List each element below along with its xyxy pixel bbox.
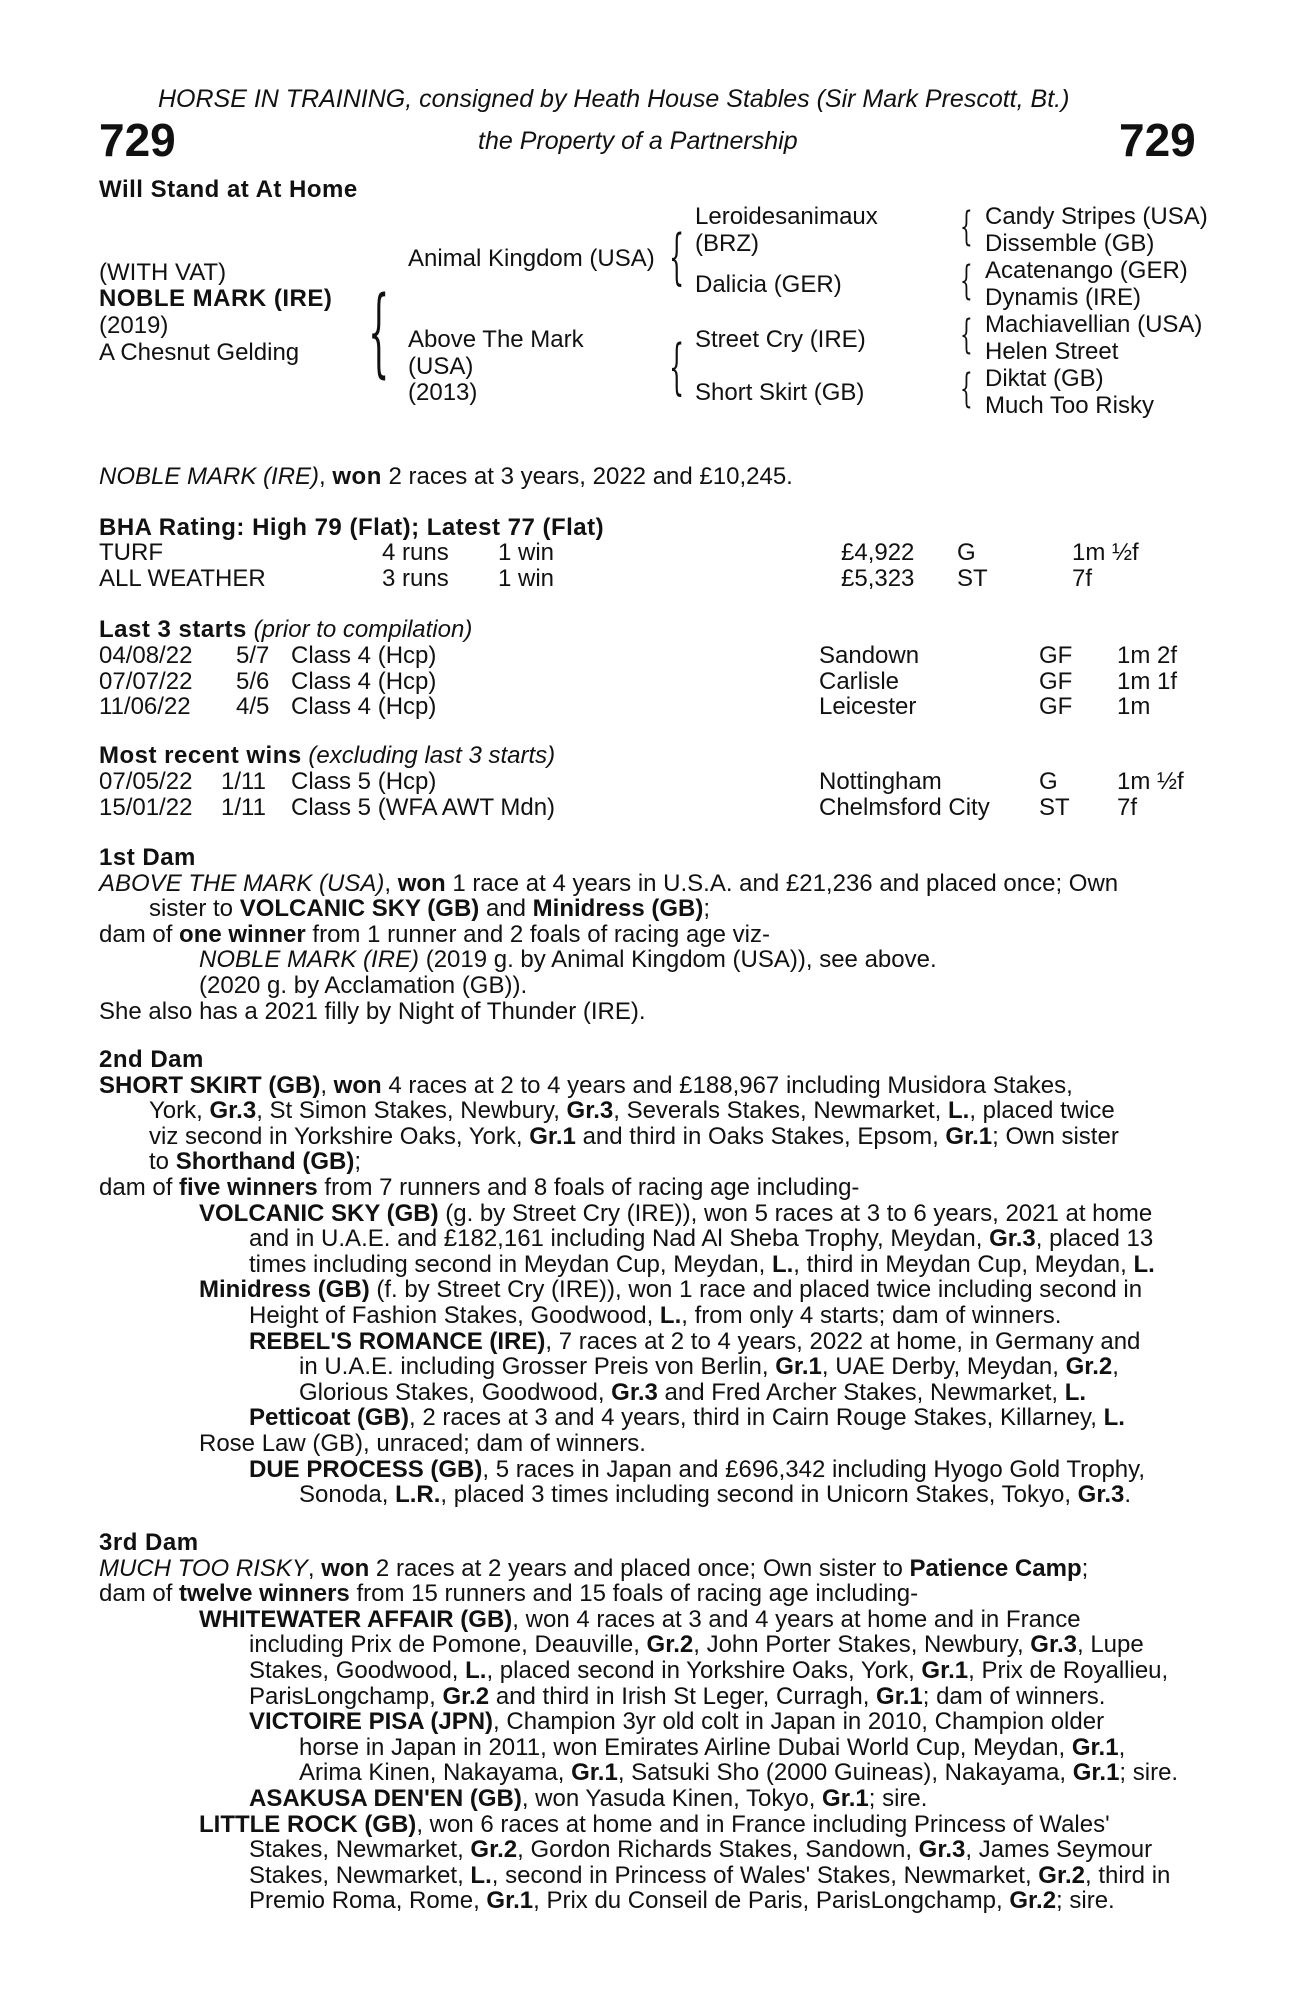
consignment-line: HORSE IN TRAINING, consigned by Heath House Stables (Sir Mark Prescott, Bt.)	[158, 85, 1070, 113]
pedigree-brace: {	[368, 276, 390, 388]
bold-text: Gr.1	[1071, 1733, 1119, 1761]
text-fragment: (f. by Street Cry (IRE)), won 1 race and placed twice including second in	[369, 1276, 1143, 1304]
text-fragment: , won 4 races at 3 and 4 years at home and in France	[512, 1605, 1081, 1633]
pedigree-dam-sire: Street Cry (IRE)	[695, 326, 866, 353]
bold-text: won	[321, 1554, 370, 1582]
bold-text: Gr.2	[470, 1836, 518, 1864]
text-fragment: dam of	[99, 1173, 180, 1201]
pedigree-brace: {	[960, 204, 973, 250]
dam-line	[99, 1658, 1204, 1684]
pedigree-dam-line2: (USA)	[408, 353, 474, 380]
text-fragment: , placed twice	[969, 1097, 1115, 1125]
text-fragment: , Prix de Royallieu,	[968, 1656, 1169, 1684]
text-fragment: and third in Oaks Stakes, Epsom,	[575, 1122, 946, 1150]
text-fragment: in U.A.E. including Grosser Preis von Berlin,	[299, 1353, 776, 1381]
text-fragment: , from only 4 starts; dam of winners.	[681, 1301, 1062, 1329]
dam-line	[99, 1175, 1204, 1201]
dam-line	[99, 1684, 1204, 1710]
section-heading: 2nd Dam	[99, 1046, 204, 1073]
bold-text: VOLCANIC SKY (GB)	[199, 1199, 439, 1227]
bold-text: Gr.2	[646, 1631, 694, 1659]
recent-table	[99, 769, 1184, 820]
recent-heading	[99, 743, 555, 769]
third-dam-section	[99, 1530, 1204, 1914]
start-position: 4/5	[236, 693, 270, 721]
text-fragment: Glorious Stakes, Goodwood,	[299, 1378, 612, 1406]
start-date: 07/07/22	[99, 667, 193, 695]
bold-text: one winner	[179, 920, 306, 948]
dam-line	[99, 1226, 1204, 1252]
text-fragment: and Fred Archer Stakes, Newmarket,	[657, 1378, 1065, 1406]
pedigree-brace: {	[960, 258, 973, 304]
pedigree-g1: Candy Stripes (USA)	[985, 203, 1208, 230]
bold-text: twelve winners	[179, 1580, 350, 1608]
start-course: Leicester	[819, 693, 917, 721]
text-fragment: , won 6 races at home and in France including Princess of Wales'	[416, 1810, 1110, 1838]
bold-text: Gr.3	[989, 1225, 1036, 1253]
pedigree-g4: Dynamis (IRE)	[985, 284, 1142, 311]
start-course: Sandown	[819, 642, 920, 669]
text-fragment: , John Porter Stakes, Newbury,	[693, 1631, 1031, 1659]
text-fragment: Stakes, Goodwood,	[249, 1656, 466, 1684]
win-going: ST	[1039, 793, 1070, 821]
start-row	[99, 643, 1177, 669]
text-fragment: dam of	[99, 1580, 180, 1608]
rating-runs: 3 runs	[382, 564, 449, 592]
text-fragment: dam of	[99, 920, 180, 948]
bold-text: Gr.3	[209, 1097, 257, 1125]
win-row	[99, 795, 1184, 821]
property-line: the Property of a Partnership	[478, 127, 798, 155]
rating-row	[99, 540, 1139, 566]
win-row	[99, 769, 1184, 795]
dam-line	[99, 1812, 1204, 1838]
text-fragment: , placed second in Yorkshire Oaks, York,	[486, 1656, 922, 1684]
bold-text: L.	[771, 1250, 794, 1278]
text-fragment: times including second in Meydan Cup, Meydan,	[249, 1250, 772, 1278]
win-date: 07/05/22	[99, 768, 193, 795]
bold-text: REBEL'S ROMANCE (IRE)	[249, 1327, 546, 1355]
dam-line	[99, 1073, 1204, 1099]
text-fragment: ,	[1118, 1733, 1126, 1761]
bold-text: WHITEWATER AFFAIR (GB)	[199, 1605, 513, 1633]
italic-text: NOBLE MARK (IRE)	[199, 946, 420, 974]
pedigree-sire-sire-line1: Leroidesanimaux	[695, 203, 878, 230]
start-course: Carlisle	[819, 667, 900, 695]
bold-text: L.	[659, 1301, 682, 1329]
win-course: Chelmsford City	[819, 793, 990, 821]
rating-table	[99, 540, 1139, 591]
summary-rest: 2 races at 3 years, 2022 and £10,245.	[381, 463, 793, 490]
pedigree-g5: Machiavellian (USA)	[985, 311, 1203, 338]
text-fragment: , Gordon Richards Stakes, Sandown,	[517, 1836, 919, 1864]
bold-text: DUE PROCESS (GB)	[249, 1455, 483, 1483]
win-class: Class 5 (Hcp)	[291, 768, 437, 795]
win-distance: 7f	[1117, 793, 1138, 821]
bold-text: VICTOIRE PISA (JPN)	[249, 1708, 494, 1736]
rating-prize: £5,323	[841, 564, 915, 592]
pedigree-g2: Dissemble (GB)	[985, 230, 1155, 257]
dam-line	[99, 922, 1204, 948]
text-fragment: Arima Kinen, Nakayama,	[299, 1759, 572, 1787]
horse-description: A Chesnut Gelding	[99, 339, 300, 366]
text-fragment: Premio Roma, Rome,	[249, 1887, 487, 1915]
text-fragment: , Champion 3yr old colt in Japan in 2010, Champion older	[493, 1708, 1105, 1736]
dam-line	[99, 1252, 1204, 1278]
bold-text: L.R.	[395, 1481, 441, 1509]
bold-text: Minidress (GB)	[532, 895, 704, 923]
text-fragment: ;	[354, 1148, 361, 1176]
bold-text: Minidress (GB)	[199, 1276, 370, 1304]
win-class: Class 5 (WFA AWT Mdn)	[291, 793, 556, 821]
bold-text: Gr.2	[442, 1682, 490, 1710]
dam-line	[99, 1735, 1204, 1761]
bold-text: L.	[1064, 1378, 1087, 1406]
bold-text: L.	[1103, 1404, 1125, 1432]
dam-line	[99, 1888, 1204, 1914]
section-heading: 1st Dam	[99, 844, 196, 871]
dam-line	[99, 1380, 1204, 1406]
start-class: Class 4 (Hcp)	[291, 693, 437, 721]
dam-line: Rose Law (GB), unraced; dam of winners.	[199, 1429, 646, 1457]
text-fragment: ; sire.	[1119, 1759, 1179, 1787]
start-going: GF	[1039, 693, 1073, 721]
bold-text: SHORT SKIRT (GB)	[99, 1071, 321, 1099]
bold-text: L.	[948, 1097, 970, 1125]
start-going: GF	[1039, 642, 1073, 669]
rating-row	[99, 566, 1139, 592]
rating-runs: 4 runs	[382, 539, 449, 566]
dam-line	[99, 1482, 1204, 1508]
pedigree-g3: Acatenango (GER)	[985, 257, 1188, 284]
text-fragment: and third in Irish St Leger, Curragh,	[489, 1682, 877, 1710]
pedigree-dam-line3: (2013)	[408, 379, 478, 406]
text-fragment: 4 races at 2 to 4 years and £188,967 including Musidora Stakes,	[381, 1071, 1073, 1099]
bold-text: Gr.1	[945, 1122, 993, 1150]
win-distance: 1m ½f	[1117, 768, 1184, 795]
bold-text: L.	[465, 1656, 487, 1684]
text-fragment: Stakes, Newmarket,	[249, 1861, 471, 1889]
text-fragment: sister to	[149, 895, 240, 923]
win-going: G	[1039, 768, 1058, 795]
dam-line	[99, 1760, 1204, 1786]
bold-text: Gr.3	[1077, 1481, 1125, 1509]
dam-line	[99, 1329, 1204, 1355]
dam-line	[99, 1201, 1204, 1227]
start-position: 5/7	[236, 642, 270, 669]
win-position: 1/11	[221, 793, 266, 821]
last3-title: Last 3 starts	[99, 616, 247, 643]
pedigree-g8: Much Too Risky	[985, 392, 1154, 419]
text-fragment: , placed 3 times including second in Unicorn Stakes, Tokyo,	[440, 1481, 1078, 1509]
win-course: Nottingham	[819, 768, 942, 795]
text-fragment	[99, 870, 1118, 897]
text-fragment: viz second in Yorkshire Oaks, York,	[149, 1122, 530, 1150]
win-date: 15/01/22	[99, 793, 193, 821]
text-fragment: ;	[1081, 1554, 1089, 1582]
bold-text: L.	[1133, 1250, 1155, 1278]
start-class: Class 4 (Hcp)	[291, 642, 437, 669]
text-fragment: , Satsuki Sho (2000 Guineas), Nakayama,	[617, 1759, 1073, 1787]
text-fragment: from 15 runners and 15 foals of racing age including-	[349, 1580, 919, 1608]
pedigree-g7: Diktat (GB)	[985, 365, 1104, 392]
dam-line	[99, 1863, 1204, 1889]
dam-line	[99, 1607, 1204, 1633]
text-fragment: ; sire.	[868, 1784, 928, 1812]
bold-text: ASAKUSA DEN'EN (GB)	[249, 1784, 522, 1812]
horse-name: NOBLE MARK (IRE)	[99, 285, 333, 312]
bold-text: Gr.1	[822, 1784, 869, 1812]
last3-heading	[99, 617, 472, 643]
text-fragment: , 7 races at 2 to 4 years, 2022 at home, in Germany and	[545, 1327, 1141, 1355]
bold-text: Gr.2	[1038, 1861, 1085, 1889]
text-fragment: , 5 races in Japan and £696,342 including Hyogo Gold Trophy,	[482, 1455, 1146, 1483]
start-date: 11/06/22	[99, 693, 191, 721]
text-fragment: 2 races at 2 years and placed once; Own sister to	[369, 1554, 910, 1582]
bold-text: Gr.1	[876, 1682, 923, 1710]
dam-line	[99, 1124, 1204, 1150]
pedigree-sire-sire-line2: (BRZ)	[695, 230, 759, 257]
start-distance: 1m 1f	[1117, 667, 1178, 695]
bold-text: won	[333, 1071, 382, 1099]
text-fragment: ,	[1112, 1353, 1119, 1381]
text-fragment: to	[149, 1148, 176, 1176]
bold-text: L.	[470, 1861, 492, 1889]
bold-text: Petticoat (GB)	[249, 1404, 410, 1432]
dam-line	[99, 1632, 1204, 1658]
start-going: GF	[1039, 667, 1073, 695]
pedigree-dam-line1: Above The Mark	[408, 326, 584, 353]
text-fragment: ; dam of winners.	[922, 1682, 1106, 1710]
bold-text: Gr.2	[1065, 1353, 1113, 1381]
start-row	[99, 694, 1177, 720]
text-fragment: Sonoda,	[299, 1481, 396, 1509]
dam-line	[99, 1786, 1204, 1812]
text-fragment: (g. by Street Cry (IRE)), won 5 races at 3 to 6 years, 2021 at home	[438, 1199, 1153, 1227]
bold-text: Gr.3	[1030, 1631, 1077, 1659]
text-fragment: , second in Princess of Wales' Stakes, Newmarket,	[491, 1861, 1039, 1889]
start-distance: 1m 2f	[1117, 642, 1178, 669]
text-fragment: from 7 runners and 8 foals of racing age including-	[317, 1173, 860, 1201]
text-fragment: ,	[384, 869, 398, 897]
start-date: 04/08/22	[99, 642, 193, 669]
pedigree-sire: Animal Kingdom (USA)	[408, 245, 655, 272]
text-fragment: , won Yasuda Kinen, Tokyo,	[521, 1784, 823, 1812]
bold-text: Patience Camp	[909, 1554, 1082, 1582]
recent-note: (excluding last 3 starts)	[301, 742, 556, 769]
bold-text: Gr.1	[1072, 1759, 1120, 1787]
text-fragment: , St Simon Stakes, Newbury,	[256, 1097, 567, 1125]
text-fragment: Height of Fashion Stakes, Goodwood,	[249, 1301, 660, 1329]
start-class: Class 4 (Hcp)	[291, 667, 437, 695]
dam-line	[99, 1457, 1204, 1483]
summary-sep: ,	[319, 463, 333, 490]
bold-text: five winners	[179, 1173, 318, 1201]
text-fragment: ; Own sister	[992, 1122, 1119, 1150]
bold-text: VOLCANIC SKY (GB)	[239, 895, 480, 923]
bold-text: Gr.1	[571, 1759, 618, 1787]
rating-wins: 1 win	[498, 564, 555, 592]
bold-text: Gr.1	[921, 1656, 969, 1684]
text-fragment: from 1 runner and 2 foals of racing age viz-	[305, 920, 770, 948]
pedigree-dam-dam: Short Skirt (GB)	[695, 379, 865, 406]
text-fragment: ,	[307, 1554, 322, 1582]
bold-text: Gr.3	[918, 1836, 966, 1864]
recent-title: Most recent wins	[99, 742, 302, 769]
text-fragment: , third in	[1085, 1861, 1171, 1889]
rating-surface: ALL WEATHER	[99, 564, 266, 592]
summary-horse: NOBLE MARK (IRE)	[99, 463, 320, 490]
text-fragment: ;	[703, 895, 711, 923]
text-fragment: and	[479, 895, 533, 923]
lot-number-left: 729	[99, 114, 176, 166]
dam-line	[99, 1354, 1204, 1380]
rating-surface: TURF	[99, 539, 163, 566]
bold-text: Gr.3	[566, 1097, 614, 1125]
text-fragment: including Prix de Pomone, Deauville,	[249, 1631, 647, 1659]
italic-text: ABOVE THE MARK (USA)	[99, 869, 385, 897]
dam-line: She also has a 2021 filly by Night of Thunder (IRE).	[99, 997, 646, 1025]
pedigree-brace: {	[669, 222, 685, 292]
bold-text: Gr.2	[1009, 1887, 1057, 1915]
start-position: 5/6	[236, 667, 270, 695]
bold-text: won	[397, 869, 446, 897]
section-heading: 3rd Dam	[99, 1529, 199, 1556]
dam-line	[99, 1405, 1204, 1431]
text-fragment: (2019 g. by Animal Kingdom (USA)), see above.	[419, 946, 937, 974]
vat-note: (WITH VAT)	[99, 259, 227, 286]
summary-won: won	[332, 463, 382, 490]
dam-line	[99, 1709, 1204, 1735]
pedigree-sire-dam: Dalicia (GER)	[695, 271, 842, 298]
bold-text: Gr.1	[775, 1353, 822, 1381]
dam-line	[99, 1556, 1204, 1582]
last3-table	[99, 643, 1177, 720]
pedigree-brace: {	[669, 332, 685, 402]
last3-note: (prior to compilation)	[246, 616, 473, 643]
dam-line	[99, 871, 1204, 897]
pedigree-brace: {	[960, 366, 973, 412]
dam-line: (2020 g. by Acclamation (GB)).	[199, 971, 528, 999]
win-position: 1/11	[221, 768, 266, 795]
text-fragment: ; sire.	[1056, 1887, 1115, 1915]
text-fragment: 1 race at 4 years in U.S.A. and £21,236 and placed once; Own	[445, 869, 1119, 897]
text-fragment: , placed 13	[1035, 1225, 1154, 1253]
text-fragment: , James Seymour	[965, 1836, 1153, 1864]
text-fragment: , 2 races at 3 and 4 years, third in Cairn Rouge Stakes, Killarney,	[409, 1404, 1104, 1432]
bold-text: LITTLE ROCK (GB)	[199, 1810, 417, 1838]
dam-line	[99, 1837, 1204, 1863]
second-dam-section	[99, 1047, 1204, 1508]
text-fragment: and in U.A.E. and £182,161 including Nad Al Sheba Trophy, Meydan,	[249, 1225, 990, 1253]
dam-line	[99, 896, 1204, 922]
text-fragment: horse in Japan in 2011, won Emirates Airline Dubai World Cup, Meydan,	[299, 1733, 1072, 1761]
text-fragment: York,	[149, 1097, 210, 1125]
rating-going: ST	[957, 564, 988, 592]
dam-line	[99, 1581, 1204, 1607]
start-row	[99, 669, 1177, 695]
dam-line	[99, 1098, 1204, 1124]
text-fragment: , Severals Stakes, Newmarket,	[613, 1097, 949, 1125]
text-fragment: , UAE Derby, Meydan,	[821, 1353, 1066, 1381]
dam-line	[99, 1277, 1204, 1303]
bold-text: Gr.1	[529, 1122, 576, 1150]
text-fragment: ,	[320, 1071, 334, 1099]
bold-text: Gr.3	[611, 1378, 658, 1406]
text-fragment: .	[1124, 1481, 1132, 1509]
race-summary	[99, 464, 793, 490]
rating-prize: £4,922	[841, 539, 915, 566]
dam-line	[99, 1303, 1204, 1329]
pedigree-g6: Helen Street	[985, 338, 1119, 365]
bold-text: Gr.1	[486, 1887, 534, 1915]
dam-line	[99, 1149, 1204, 1175]
rating-wins: 1 win	[498, 539, 555, 566]
lot-number-right: 729	[1119, 114, 1196, 166]
stand-line: Will Stand at At Home	[99, 176, 358, 203]
rating-heading: BHA Rating: High 79 (Flat); Latest 77 (Flat)	[99, 514, 605, 541]
first-dam-section	[99, 845, 1204, 1024]
text-fragment: , Lupe	[1076, 1631, 1144, 1659]
text-fragment: Stakes, Newmarket,	[249, 1836, 471, 1864]
rating-going: G	[957, 539, 976, 566]
pedigree-brace: {	[960, 312, 973, 358]
dam-line	[99, 947, 1204, 973]
rating-distance: 1m ½f	[1072, 539, 1139, 566]
text-fragment: ParisLongchamp,	[249, 1682, 443, 1710]
italic-text: MUCH TOO RISKY	[99, 1554, 308, 1582]
text-fragment: , Prix du Conseil de Paris, ParisLongchamp,	[533, 1887, 1010, 1915]
text-fragment: , third in Meydan Cup, Meydan,	[793, 1250, 1134, 1278]
horse-year: (2019)	[99, 312, 169, 339]
start-distance: 1m	[1117, 693, 1151, 721]
rating-distance: 7f	[1072, 564, 1093, 592]
bold-text: Shorthand (GB)	[175, 1148, 355, 1176]
